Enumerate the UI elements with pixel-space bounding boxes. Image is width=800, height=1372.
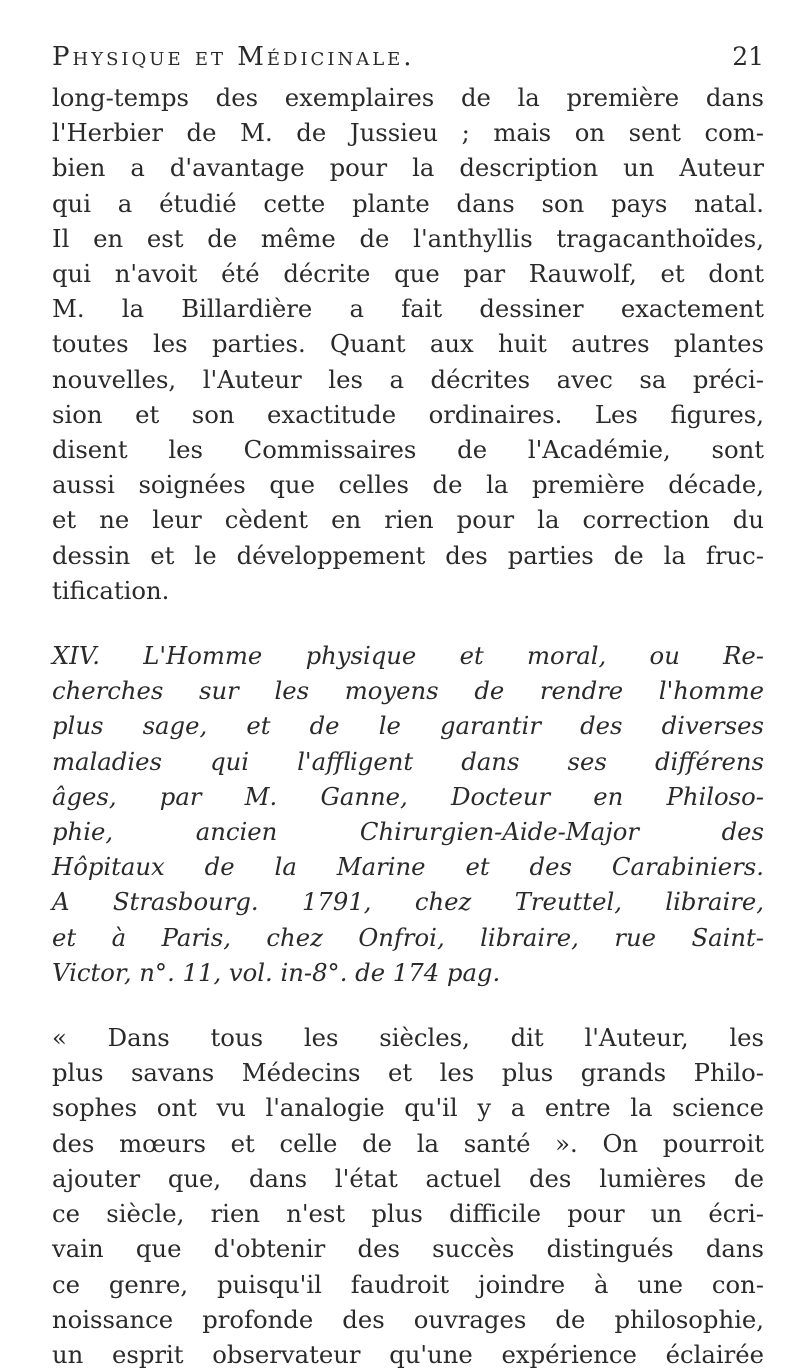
- text-line: qui n'avoit été décrite que par Rauwolf, et dont: [52, 259, 764, 289]
- text-line: XIV. L'Homme physique et moral, ou Re-: [52, 641, 764, 671]
- text-line: « Dans tous les siècles, dit l'Auteur, les: [52, 1023, 764, 1053]
- text-line: disent les Commissaires de l'Académie, sont: [52, 435, 764, 465]
- paragraph-1: [52, 80, 764, 608]
- text-line: dessin et le développement des parties de la fruc-: [52, 540, 764, 570]
- page-number: 21: [732, 42, 764, 71]
- text-line: des mœurs et celle de la santé ». On pourroit: [52, 1128, 764, 1158]
- text-line: sion et son exactitude ordinaires. Les figures,: [52, 399, 764, 429]
- text-line: Victor, n°. 11, vol. in-8°. de 174 pag.: [52, 957, 501, 987]
- text-line: ce genre, puisqu'il faudroit joindre à une con-: [52, 1269, 764, 1299]
- text-line: nouvelles, l'Auteur les a décrites avec sa préci-: [52, 364, 764, 394]
- text-line: bien a d'avantage pour la description un Auteur: [52, 153, 764, 183]
- text-line: et ne leur cèdent en rien pour la correction du: [52, 505, 764, 535]
- text-line: et à Paris, chez Onfroi, libraire, rue Saint-: [52, 922, 764, 952]
- text-line: plus savans Médecins et les plus grands Philo-: [52, 1058, 764, 1088]
- text-line: ajouter que, dans l'état actuel des lumières de: [52, 1163, 764, 1193]
- text-line: cherches sur les moyens de rendre l'homme: [52, 676, 764, 706]
- text-line: long-temps des exemplaires de la première dans: [52, 83, 764, 112]
- running-head: [52, 42, 764, 80]
- text-line: plus sage, et de le garantir des diverses: [52, 711, 764, 741]
- text-line: l'Herbier de M. de Jussieu ; mais on sent com-: [52, 118, 764, 148]
- paragraph-2: [52, 1020, 764, 1372]
- text-line: Il en est de même de l'anthyllis tragacanthoïdes,: [52, 223, 764, 253]
- text-line: tification.: [52, 575, 170, 605]
- text-line: aussi soignées que celles de la première décade,: [52, 470, 764, 500]
- text-line: Hôpitaux de la Marine et des Carabiniers.: [52, 852, 764, 882]
- text-line: ce siècle, rien n'est plus difficile pour un écri-: [52, 1199, 764, 1229]
- text-line: vain que d'obtenir des succès distingués dans: [52, 1234, 764, 1264]
- text-line: noissance profonde des ouvrages de philosophie,: [52, 1304, 764, 1334]
- running-head-title: Physique et Médicinale.: [52, 42, 415, 72]
- text-line: phie, ancien Chirurgien-Aide-Major des: [52, 817, 764, 847]
- entry-xiv: [52, 638, 764, 990]
- text-line: M. la Billardière a fait dessiner exactement: [52, 294, 764, 324]
- text-line: un esprit observateur qu'une expérience éclairée: [52, 1339, 764, 1369]
- text-line: qui a étudié cette plante dans son pays natal.: [52, 188, 764, 218]
- text-line: maladies qui l'affligent dans ses différens: [52, 746, 764, 776]
- text-line: sophes ont vu l'analogie qu'il y a entre la science: [52, 1093, 764, 1123]
- text-line: toutes les parties. Quant aux huit autres plantes: [52, 329, 764, 359]
- text-line: âges, par M. Ganne, Docteur en Philoso-: [52, 781, 764, 811]
- text-line: A Strasbourg. 1791, chez Treuttel, libraire,: [52, 887, 764, 917]
